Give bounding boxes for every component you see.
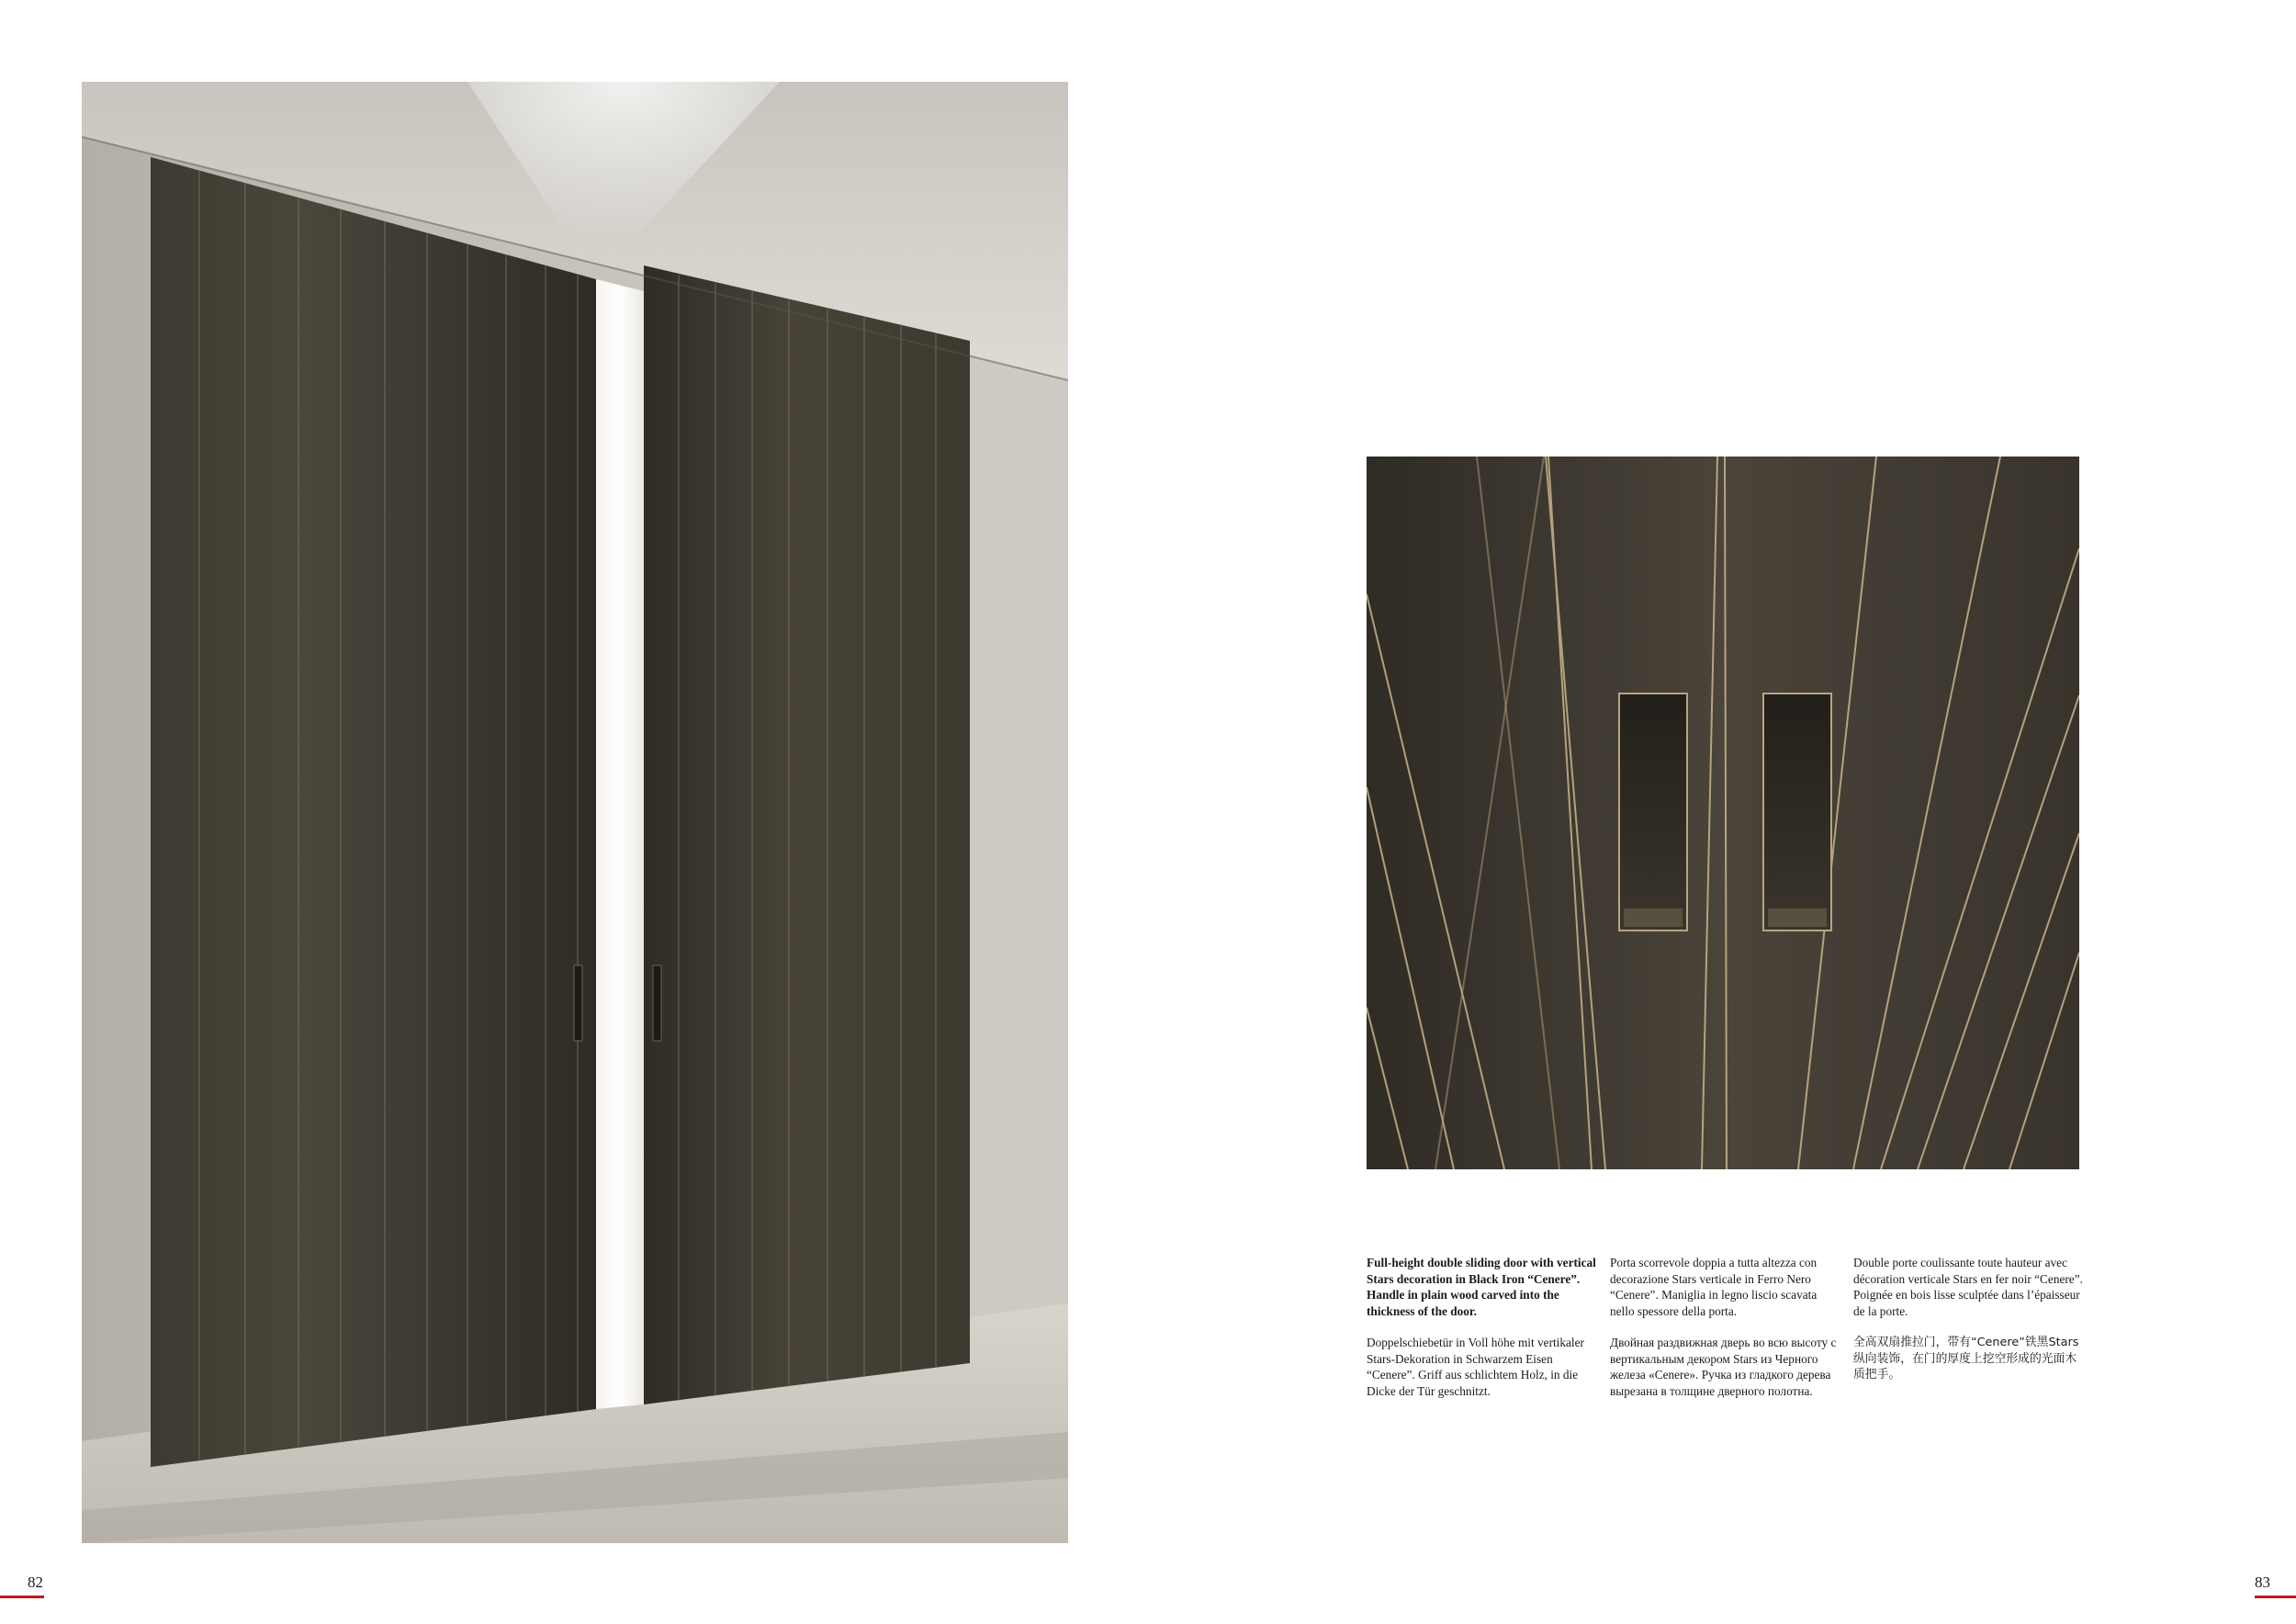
door-handle-detail-photo (1367, 457, 2079, 1169)
caption-italian: Porta scorrevole doppia a tutta altezza con decorazione Stars verticale in Ferro Nero “Cenere”. Maniglia in legno liscio scavata nello spessore della porta. (1610, 1256, 1818, 1318)
caption-chinese: 全高双扇推拉门，带有“Cenere”铁黑Stars 纵向装饰，在门的厚度上挖空形成的光面木质把手。 (1853, 1336, 2079, 1382)
caption-english: Full-height double sliding door with vertical Stars decoration in Black Iron “Cenere”. Handle in plain wood carved into the thickness of the door. (1367, 1256, 1596, 1318)
caption-russian: Двойная раздвижная дверь во всю высоту с вертикальным декором Stars из Черного железа «Cenere». Ручка из гладкого дерева вырезана в толщине дверного полотна. (1610, 1336, 1837, 1398)
red-rule-right (2255, 1596, 2296, 1598)
page-number-left: 82 (28, 1573, 43, 1591)
handle-detail-illustration (1367, 457, 2079, 1169)
page-number-right: 83 (2255, 1573, 2270, 1591)
red-rule-left (0, 1596, 44, 1598)
main-door-photo (82, 82, 1068, 1543)
caption-german: Doppelschiebetür in Voll höhe mit vertikaler Stars-Dekoration in Schwarzem Eisen “Cenere”. Griff aus schlichtem Holz, in die Dicke der Tür geschnitzt. (1367, 1336, 1584, 1398)
sliding-door-illustration (82, 82, 1068, 1543)
caption-column-french-chinese (1853, 1255, 2083, 1399)
caption-column-english-german (1367, 1255, 1596, 1415)
caption-french: Double porte coulissante toute hauteur avec décoration verticale Stars en fer noir “Cenere”. Poignée en bois lisse sculptée dans l’épaisseur de la porte. (1853, 1256, 2083, 1318)
caption-column-italian-russian (1610, 1255, 1840, 1415)
